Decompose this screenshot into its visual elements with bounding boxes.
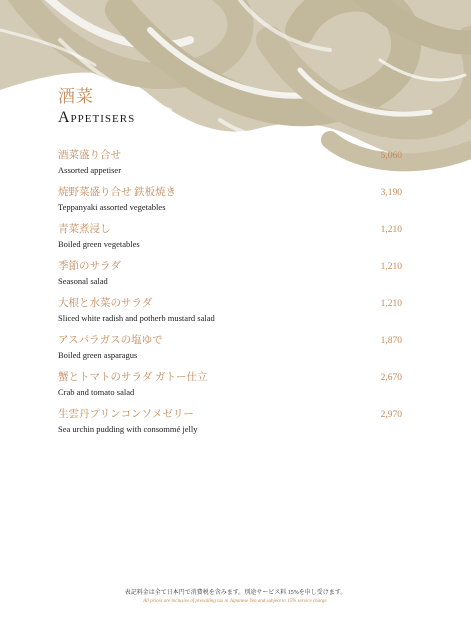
item-name-ja: 蟹とトマトのサラダ ガトー仕立: [58, 372, 208, 383]
menu-item: [58, 408, 410, 445]
item-price: 1,210: [380, 299, 402, 309]
menu-item: [58, 297, 410, 334]
item-price: 1,210: [380, 262, 402, 272]
item-name-en: Teppanyaki assorted vegetables: [58, 202, 166, 212]
item-name-en: Boiled green asparagus: [58, 350, 138, 360]
item-name-ja: 季節のサラダ: [58, 261, 121, 272]
item-name-en: Seasonal salad: [58, 276, 108, 286]
item-name-en: Assorted appetiser: [58, 165, 122, 175]
section-title-ja: 酒菜: [58, 87, 94, 106]
section-header: [58, 87, 135, 129]
item-name-ja: アスパラガスの塩ゆで: [58, 335, 163, 346]
item-price: 2,970: [380, 410, 402, 420]
item-name-ja: 大根と水菜のサラダ: [58, 298, 153, 309]
menu-item: [58, 371, 410, 408]
item-price: 3,190: [380, 188, 402, 198]
item-name-ja: 青菜煮浸し: [58, 224, 111, 235]
item-name-en: Sliced white radish and potherb mustard salad: [58, 313, 215, 323]
item-name-en: Crab and tomato salad: [58, 387, 135, 397]
menu-item: [58, 149, 410, 186]
item-price: 5,060: [380, 151, 402, 161]
item-name-ja: 酒菜盛り合せ: [58, 150, 121, 161]
footer-note-en: All prices are inclusive of prevailing tax in Japanese Yen and subject to 15% service charge.: [143, 599, 328, 604]
menu-list: [58, 149, 410, 445]
item-price: 1,210: [380, 225, 402, 235]
menu-item: [58, 186, 410, 223]
menu-item: [58, 260, 410, 297]
item-price: 1,870: [380, 336, 402, 346]
footer-note-ja: 表記料金は全て日本円で消費税を含みます。別途サービス料 15%を申し受けます。: [124, 590, 347, 596]
item-name-ja: 焼野菜盛り合せ 鉄板焼き: [58, 187, 177, 198]
section-title-en: Appetisers: [58, 109, 136, 126]
menu-item: [58, 334, 410, 371]
item-name-ja: 生雲丹プリンコンソメゼリー: [58, 409, 194, 420]
item-name-en: Boiled green vegetables: [58, 239, 140, 249]
menu-item: [58, 223, 410, 260]
item-name-en: Sea urchin pudding with consommé jelly: [58, 424, 198, 434]
item-price: 2,670: [380, 373, 402, 383]
